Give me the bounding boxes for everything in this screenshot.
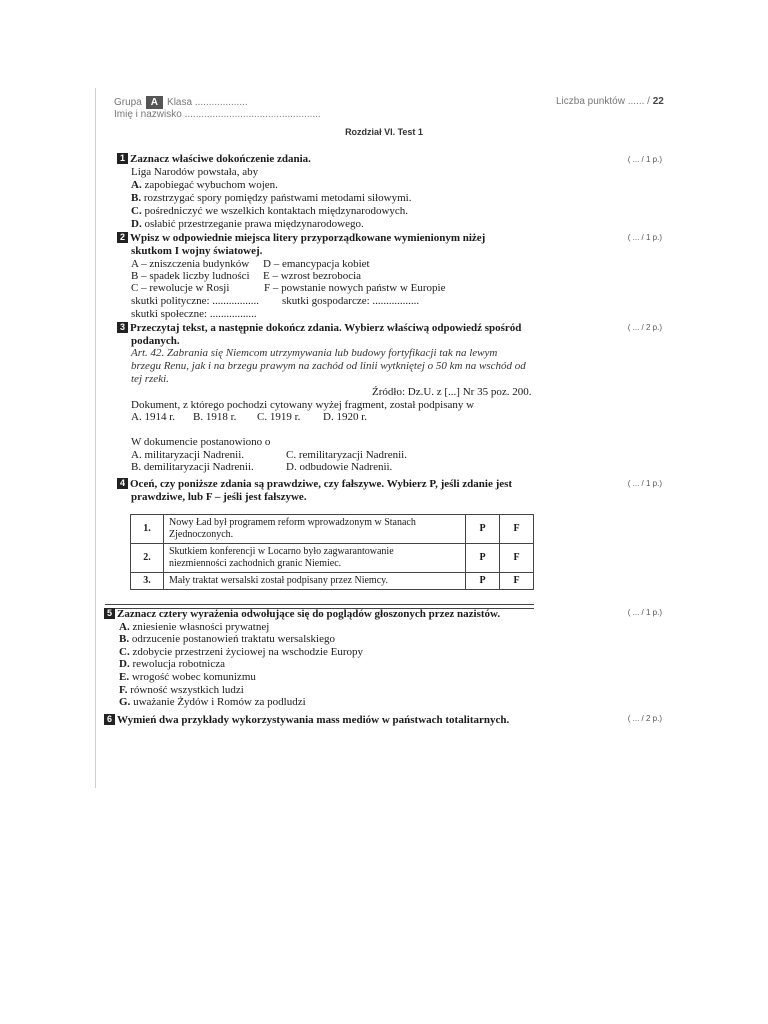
- row-number: 1.: [131, 515, 164, 544]
- task-3-quote-line: brzegu Renu, jak i na brzegu prawym na zachód od linii wytkniętej o 50 km na wschód od: [131, 360, 526, 372]
- row-number: 2.: [131, 544, 164, 573]
- false-choice[interactable]: F: [500, 573, 534, 590]
- task-heading-text: Oceń, czy poniższe zdania są prawdziwe, czy fałszywe. Wybierz P, jeśli zdanie jest: [130, 478, 513, 490]
- option-text: osłabić przestrzeganie prawa międzynarodowego.: [144, 218, 364, 230]
- true-choice[interactable]: P: [466, 544, 500, 573]
- task-3-q2-option-c[interactable]: C. remilitaryzacji Nadrenii.: [286, 449, 407, 461]
- task-1-points: ( ... / 1 p.): [627, 155, 662, 164]
- option-text: uważanie Żydów i Romów za podludzi: [133, 696, 306, 708]
- task-1-option-b[interactable]: [131, 192, 411, 205]
- statement-line: Zjednoczonych.: [169, 529, 234, 540]
- true-choice[interactable]: P: [466, 515, 500, 544]
- option-letter: B.: [131, 192, 142, 204]
- task-2-item-a: A – zniszczenia budynków: [131, 258, 250, 270]
- task-heading-text: Zaznacz cztery wyrażenia odwołujące się do poglądów głoszonych przez nazistów.: [117, 608, 501, 620]
- task-3-question-2: W dokumencie postanowiono o: [131, 436, 271, 448]
- task-heading-text: Przeczytaj tekst, a następnie dokończ zdania. Wybierz właściwą odpowiedź spośród: [130, 322, 522, 334]
- task-1-option-a[interactable]: [131, 179, 278, 192]
- task-1-option-d[interactable]: [131, 218, 364, 231]
- task-2-item-f: F – powstanie nowych państw w Europie: [264, 282, 446, 294]
- task-2-item-e: E – wzrost bezrobocia: [263, 270, 362, 282]
- group-class-line: [114, 96, 248, 109]
- task-number-badge: 5: [104, 608, 115, 619]
- option-letter: F.: [119, 684, 128, 696]
- task-2-heading: [117, 232, 485, 245]
- statement-line: Nowy Ład był programem reform wprowadzonym w Stanach: [169, 517, 416, 528]
- statement-line: niezmienności zachodnich granic Niemiec.: [169, 558, 342, 569]
- task-heading-text: Zaznacz właściwe dokończenie zdania.: [130, 153, 311, 165]
- task-number-badge: 1: [117, 153, 128, 164]
- task-3-q1-option-b[interactable]: B. 1918 r.: [193, 411, 237, 423]
- task-3-quote-line: Art. 42. Zabrania się Niemcom utrzymywania lub budowy fortyfikacji tak na lewym: [131, 347, 498, 359]
- group-badge: A: [146, 96, 163, 109]
- option-letter: A.: [119, 621, 130, 633]
- option-text: równość wszystkich ludzi: [130, 684, 244, 696]
- option-letter: A.: [131, 179, 142, 191]
- false-choice[interactable]: F: [500, 544, 534, 573]
- task-3-heading: [117, 322, 521, 335]
- task-6-heading: [104, 714, 509, 727]
- option-letter: C.: [131, 205, 142, 217]
- task-2-item-c: C – rewolucje w Rosji: [131, 282, 230, 294]
- task-3-quote-line: tej rzeki.: [131, 373, 169, 385]
- task-3-question-1: Dokument, z którego pochodzi cytowany wyżej fragment, został podpisany w: [131, 399, 475, 411]
- table-row: [131, 544, 534, 573]
- option-letter: D.: [119, 658, 130, 670]
- task-4-heading-cont: prawdziwe, lub F – jeśli jest fałszywe.: [131, 491, 307, 503]
- option-text: pośredniczyć we wszelkich kontaktach międzynarodowych.: [144, 205, 409, 217]
- task-3-source: Źródło: Dz.U. z [...] Nr 35 poz. 200.: [372, 386, 532, 398]
- task-2-item-d: D – emancypacja kobiet: [263, 258, 370, 270]
- option-letter: D.: [131, 218, 142, 230]
- table-row: [131, 573, 534, 590]
- statement-cell: Mały traktat wersalski został podpisany przez Niemcy.: [164, 573, 466, 590]
- task-3-q2-option-a[interactable]: A. militaryzacji Nadrenii.: [131, 449, 245, 461]
- task-1-stem: Liga Narodów powstała, aby: [131, 166, 259, 178]
- true-choice[interactable]: P: [466, 573, 500, 590]
- task-5-points: ( ... / 1 p.): [627, 608, 662, 617]
- option-text: rewolucja robotnicza: [132, 658, 225, 670]
- task-1-heading: [117, 153, 311, 166]
- option-letter: C.: [119, 646, 130, 658]
- option-text: zniesienie własności prywatnej: [132, 621, 270, 633]
- statement-cell: [164, 515, 466, 544]
- option-letter: B.: [119, 633, 130, 645]
- option-letter: E.: [119, 671, 130, 683]
- points-label: Liczba punktów ...... /: [556, 96, 650, 107]
- row-number: 3.: [131, 573, 164, 590]
- task-3-q1-option-c[interactable]: C. 1919 r.: [257, 411, 301, 423]
- option-text: rozstrzygać spory pomiędzy państwami metodami siłowymi.: [143, 192, 412, 204]
- task-3-q2-option-b[interactable]: B. demilitaryzacji Nadrenii.: [131, 461, 254, 473]
- task-heading-text: Wpisz w odpowiednie miejsca litery przyporządkowane wymienionym niżej: [130, 232, 486, 244]
- points-total: [556, 96, 664, 107]
- true-false-table: [130, 514, 534, 590]
- task-2-item-b: B – spadek liczby ludności: [131, 270, 250, 282]
- task-6-points: ( ... / 2 p.): [627, 714, 662, 723]
- task-3-q2-option-d[interactable]: D. odbudowie Nadrenii.: [286, 461, 393, 473]
- task-3-q1-option-a[interactable]: A. 1914 r.: [131, 411, 175, 423]
- task-2-answer-political[interactable]: skutki polityczne: .................: [131, 295, 260, 307]
- page-margin-rule: [95, 88, 96, 788]
- option-text: odrzucenie postanowień traktatu wersalskiego: [131, 633, 335, 645]
- task-2-heading-cont: skutkom I wojny światowej.: [131, 245, 263, 257]
- table-row: [131, 515, 534, 544]
- task-4-points: ( ... / 1 p.): [627, 479, 662, 488]
- task-4-heading: [117, 478, 512, 491]
- false-choice[interactable]: F: [500, 515, 534, 544]
- task-3-q1-option-d[interactable]: D. 1920 r.: [323, 411, 367, 423]
- class-field[interactable]: Klasa ...................: [167, 97, 248, 108]
- task-2-answer-economic[interactable]: skutki gospodarcze: .................: [282, 295, 420, 307]
- points-max: 22: [652, 96, 664, 107]
- name-field[interactable]: Imię i nazwisko .................................................: [114, 109, 321, 120]
- task-number-badge: 6: [104, 714, 115, 725]
- option-text: zapobiegać wybuchom wojen.: [144, 179, 278, 191]
- task-3-heading-cont: podanych.: [131, 335, 180, 347]
- page-title: Rozdział VI. Test 1: [345, 127, 423, 137]
- task-5-option-d[interactable]: [119, 658, 225, 671]
- option-text: zdobycie przestrzeni życiowej na wschodzie Europy: [132, 646, 364, 658]
- option-letter: G.: [119, 696, 131, 708]
- option-text: wrogość wobec komunizmu: [131, 671, 256, 683]
- task-5-heading: [104, 608, 500, 621]
- statement-line: Skutkiem konferencji w Locarno było zagwarantowanie: [169, 546, 394, 557]
- task-5-option-e[interactable]: [119, 671, 256, 684]
- task-2-answer-social[interactable]: skutki społeczne: .................: [131, 308, 257, 320]
- task-5-option-b[interactable]: [119, 633, 335, 646]
- task-1-option-c[interactable]: [131, 205, 408, 218]
- task-2-points: ( ... / 1 p.): [627, 233, 662, 242]
- group-label: Grupa: [114, 97, 142, 108]
- task-number-badge: 3: [117, 322, 128, 333]
- task-3-points: ( ... / 2 p.): [627, 323, 662, 332]
- task-number-badge: 4: [117, 478, 128, 489]
- task-heading-text: Wymień dwa przykłady wykorzystywania mass mediów w państwach totalitarnych.: [117, 714, 510, 726]
- task-5-option-g[interactable]: [119, 696, 306, 709]
- task-number-badge: 2: [117, 232, 128, 243]
- statement-cell: [164, 544, 466, 573]
